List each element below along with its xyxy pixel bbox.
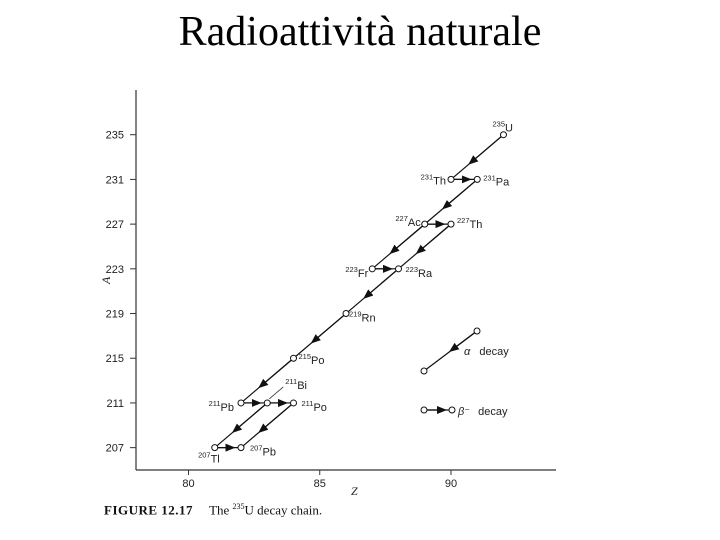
decay-arrows — [215, 135, 504, 448]
nuclide-symbol: Po — [311, 355, 325, 368]
slide-title: Radioattività naturale — [178, 9, 542, 55]
nuclide-node-po211 — [291, 400, 297, 406]
nuclide-label-po215 — [299, 352, 325, 367]
y-tick-label: 231 — [105, 174, 124, 187]
y-tick-label: 211 — [106, 397, 124, 410]
legend-beta-symbol: β⁻ — [458, 406, 471, 418]
nuclide-symbol: Tl — [210, 453, 220, 466]
decay-arrow-alpha-rn219-po215-tip — [315, 314, 347, 341]
axis-ticks — [106, 130, 457, 490]
nuclide-symbol: Pb — [262, 446, 276, 459]
nuclide-label-bi211 — [285, 377, 307, 392]
caption-isotope-mass: 235 — [232, 502, 245, 511]
nuclide-symbol: Rn — [361, 312, 376, 325]
nuclide-node-th227 — [448, 221, 454, 227]
decay-arrow-alpha-u235-th231-tip — [472, 135, 504, 162]
nuclide-mass-number: 207 — [250, 443, 263, 453]
nuclide-symbol: Th — [469, 219, 483, 232]
y-tick-label: 207 — [105, 442, 124, 455]
nuclide-mass-number: 223 — [405, 264, 419, 274]
nuclide-symbol: Pa — [495, 176, 510, 189]
x-tick-label: 90 — [444, 478, 458, 490]
nuclide-mass-number: 231 — [483, 173, 496, 183]
nuclide-mass-number: 235 — [492, 119, 506, 129]
nuclide-label-pb211 — [209, 399, 234, 414]
nuclide-node-tl207 — [212, 445, 218, 451]
nuclide-label-pa231 — [483, 173, 510, 188]
nuclide-node-fr223 — [369, 266, 375, 272]
legend-alpha-text: decay — [479, 346, 509, 358]
nuclide-node-bi211 — [264, 400, 270, 406]
bi211-leader-line — [269, 387, 283, 399]
nuclide-label-tl207 — [198, 451, 220, 466]
figure-caption — [104, 502, 322, 518]
legend-alpha-node-start — [474, 328, 480, 334]
figure-number: FIGURE 12.17 — [104, 502, 194, 518]
nuclide-mass-number: 215 — [298, 352, 312, 362]
nuclide-node-pb211 — [238, 400, 244, 406]
nuclide-mass-number: 231 — [420, 172, 434, 182]
nuclide-label-th227 — [457, 216, 482, 231]
nuclide-node-ra223 — [396, 266, 402, 272]
nuclide-node-pa231 — [474, 176, 480, 182]
nuclide-mass-number: 227 — [457, 216, 470, 226]
nuclide-label-th231 — [421, 172, 446, 187]
y-tick-label: 227 — [105, 219, 124, 232]
legend-beta-node-start — [421, 407, 427, 413]
decay-arrow-alpha-po211-pb207-tip — [262, 403, 294, 430]
nuclide-mass-number: 207 — [198, 450, 211, 460]
y-tick-label: 223 — [105, 263, 124, 276]
nuclide-node-ac227 — [422, 221, 428, 227]
legend-beta-text: decay — [478, 406, 508, 418]
nuclide-symbol: Ra — [418, 267, 433, 280]
legend-alpha-node-end — [421, 368, 427, 374]
y-axis-label: A — [99, 276, 113, 284]
nuclide-mass-number: 223 — [345, 264, 358, 274]
nuclide-symbol: Fr — [357, 267, 369, 280]
nuclide-mass-number: 227 — [395, 214, 408, 224]
legend-beta-node-end — [449, 407, 455, 413]
y-tick-label: 219 — [105, 308, 124, 321]
y-tick-label: 235 — [105, 129, 124, 142]
x-tick-label: 85 — [313, 478, 326, 490]
nuclide-symbol: U — [505, 122, 513, 135]
decay-arrow-alpha-th227-ra223-tip — [420, 224, 452, 251]
decay-arrow-alpha-ra223-rn219-tip — [367, 269, 399, 296]
nuclide-symbol: Ac — [407, 217, 421, 230]
nuclide-label-po211 — [302, 399, 327, 414]
legend — [421, 328, 509, 418]
nuclide-symbol: Bi — [297, 379, 307, 392]
nuclide-mass-number: 219 — [349, 309, 362, 319]
decay-arrow-alpha-bi211-tl207-tip — [236, 403, 268, 430]
caption-text-after: decay chain. — [257, 502, 323, 518]
nuclide-label-pb207 — [250, 444, 276, 459]
nuclide-mass-number: 211 — [301, 398, 314, 408]
legend-alpha-symbol: α — [464, 346, 471, 358]
x-axis-label: Z — [351, 484, 358, 498]
nuclide-label-ac227 — [395, 214, 421, 229]
nuclide-symbol: Po — [313, 401, 327, 414]
nuclide-node-pb207 — [238, 445, 244, 451]
nuclide-label-ra223 — [406, 265, 433, 280]
nuclide-mass-number: 211 — [285, 376, 298, 386]
nuclide-node-po215 — [291, 355, 297, 361]
caption-text-before: The — [209, 502, 230, 518]
nuclide-label-fr223 — [345, 265, 368, 280]
legend-beta-label — [457, 406, 508, 418]
caption-isotope-symbol: U — [244, 502, 254, 518]
decay-arrow-alpha-pa231-ac227-tip — [446, 179, 478, 206]
nuclide-symbol: Th — [433, 175, 446, 188]
nuclide-label-rn219 — [349, 310, 376, 325]
nuclide-symbol: Pb — [220, 401, 234, 414]
nuclide-mass-number: 211 — [208, 398, 221, 408]
x-tick-label: 80 — [182, 478, 195, 490]
nuclide-node-th231 — [448, 176, 454, 182]
legend-alpha-label — [464, 346, 509, 358]
y-tick-label: 215 — [105, 353, 124, 366]
